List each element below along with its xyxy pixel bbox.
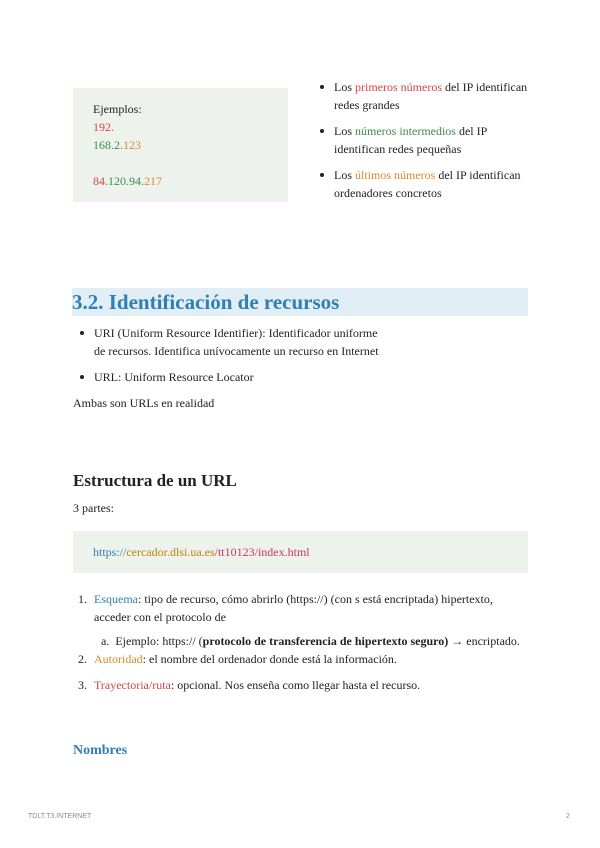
footer-label: TDLT.T3.INTERNET <box>28 813 92 820</box>
nombres-title: Nombres <box>73 743 128 758</box>
example-line-1: 192. <box>93 120 114 134</box>
example-line-3: 84.120.94.217 <box>93 174 162 188</box>
ip-explanation-list <box>318 78 533 210</box>
list-item: 1. Esquema: tipo de recurso, cómo abrirlo (https://) (con s está encriptada) hipertexto, acceder con el protocolo de <box>78 592 493 624</box>
url-example: https://cercador.dlsi.ua.es/tt10123/index.html <box>93 545 310 559</box>
bullet-icon <box>320 173 324 177</box>
bullet-icon <box>80 331 84 335</box>
example-heading: Ejemplos: <box>93 102 142 116</box>
example-line-2: 168.2.123 <box>93 138 141 152</box>
note-text: Ambas son URLs en realidad <box>73 396 215 410</box>
parts-label: 3 partes: <box>73 501 114 515</box>
list-item: 2. Autoridad: el nombre del ordenador donde está la información. <box>78 652 397 666</box>
uri-url-list <box>78 324 478 394</box>
list-item: 3. Trayectoria/ruta: opcional. Nos enseña como llegar hasta el recurso. <box>78 678 421 692</box>
list-item: Los números intermedios del IP identifican redes pequeñas <box>318 122 533 158</box>
sub-list-item: a. Ejemplo: https:// (protocolo de transferencia de hipertexto seguro) → encriptado. <box>101 634 520 648</box>
bullet-icon <box>320 129 324 133</box>
bullet-icon <box>320 85 324 89</box>
list-item: URL: Uniform Resource Locator <box>78 368 478 386</box>
page-number: 2 <box>566 813 570 820</box>
url-structure-title: Estructura de un URL <box>73 471 237 490</box>
url-example-box <box>73 531 528 573</box>
list-item: Los primeros números del IP identifican redes grandes <box>318 78 533 114</box>
list-item: URI (Uniform Resource Identifier): Identificador uniforme de recursos. Identifica unívocamente un recurso en Internet <box>78 324 478 360</box>
section-title: 3.2. Identificación de recursos <box>72 290 340 314</box>
section-heading <box>72 288 528 316</box>
list-item: Los últimos números del IP identifican ordenadores concretos <box>318 166 533 202</box>
bullet-icon <box>80 375 84 379</box>
ip-example-box <box>73 88 288 202</box>
